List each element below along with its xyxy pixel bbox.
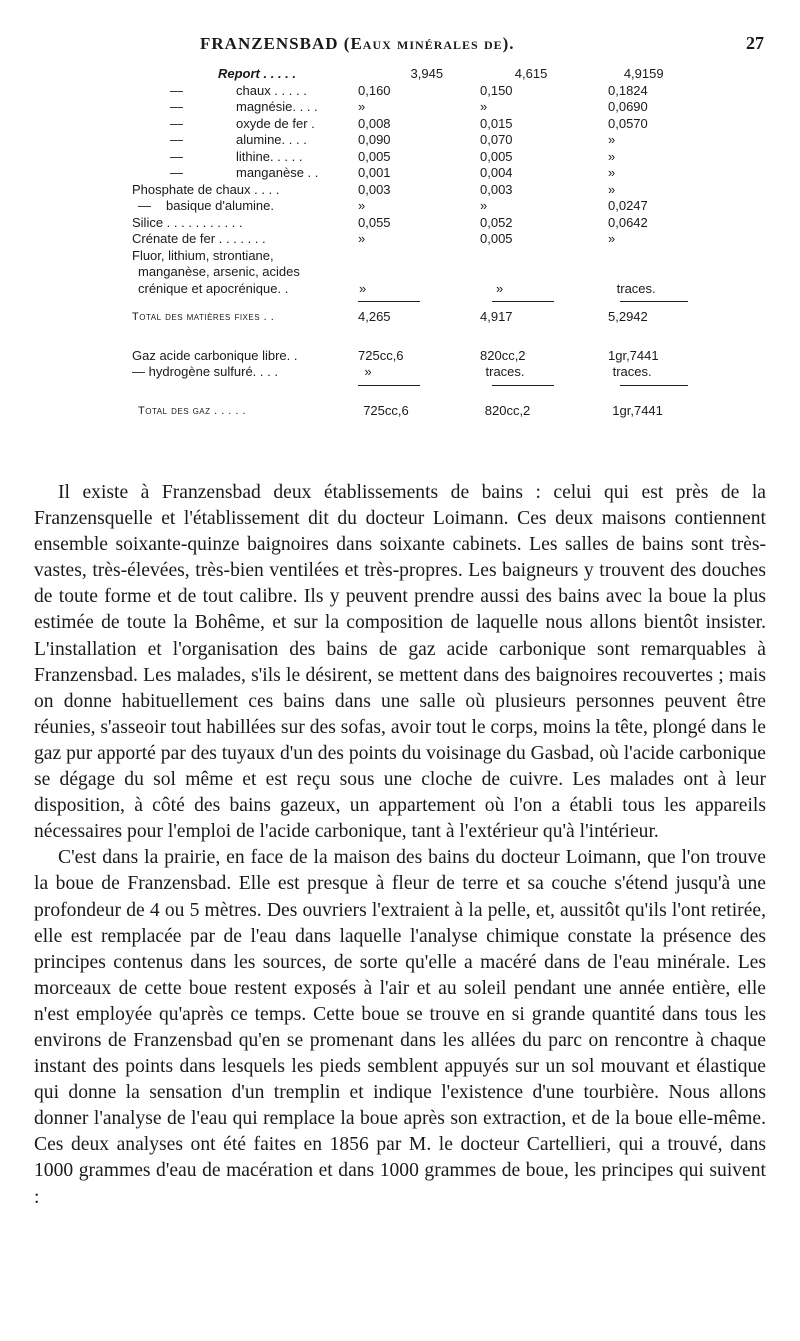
page-number: 27 — [746, 33, 764, 53]
value-col3: 0,0690 — [608, 99, 648, 114]
value-col3: 0,0642 — [608, 214, 648, 230]
ditto-dash: — — [170, 165, 183, 180]
row-label: basique d'alumine. — [166, 198, 274, 213]
value-col1: 0,160 — [358, 82, 391, 98]
value-col2: 4,615 — [514, 66, 548, 81]
row-label: Silice . . . . . . . . . . . — [132, 214, 243, 230]
paragraph: C'est dans la prairie, en face de la maison des bains du docteur Loimann, que l'on trouve la boue de Franzensbad. Elle est presque à fleur de terre et sa couche s'étend jusqu'à une profondeur de 4 ou 5 mètres. Des ouvriers l'extraient à la pelle, et, aussitôt qu'ils l'ont retirée, elle est remplacée par de l'eau dans laquelle l'analyse chimique constate la présence des principes contenus dans les sources, de sorte qu'elle a macéré dans de l'eau minérale. Les morceaux de cette boue restent exposés à l'air et au soleil pendant une année entière, elle n'est employée qu'après ce temps. Cette boue se trouve en si grande quantité dans tous les environs de Franzensbad qu'en se promenant dans les allées du parc on rencontre à chaque instant des points dans lesquels les pieds semblent appuyés sur un sol mouvant et élastique qui donne la sensation d'un tremplin et indique l'existence d'une tourbière. Nous allons donner l'analyse de l'eau qui remplace la boue après son extraction, et de la boue elle-même. Ces deux analyses ont été faites en 1856 par M. le docteur Cartellieri, qui a trouvé, dans 1000 grammes d'eau de macération et dans 1000 grammes de boue, les principes qui suivent : — [34, 847, 766, 1208]
table-row — [132, 132, 692, 149]
value-col1: 3,945 — [410, 66, 444, 81]
row-label: chaux . . . . . — [236, 82, 307, 98]
row-label: Fluor, lithium, strontiane, — [132, 247, 274, 263]
table-row-multiline — [132, 264, 692, 281]
value-col2: 0,003 — [480, 181, 513, 197]
ditto-dash: — — [170, 132, 183, 147]
table-rule — [132, 301, 692, 309]
value-col1: 0,003 — [358, 181, 391, 197]
table-row — [132, 215, 692, 232]
value-col1: 0,090 — [358, 132, 391, 147]
value-col2: 0,150 — [480, 82, 513, 98]
ditto-dash: — — [170, 115, 183, 131]
table-row-multiline — [132, 281, 692, 298]
row-label: magnésie. . . . — [236, 99, 318, 114]
table-total-row — [132, 403, 692, 420]
row-label: Total des gaz . . . . . — [138, 404, 247, 417]
value-col1: » — [358, 198, 366, 213]
value-col2: 820cc,2 — [484, 402, 531, 418]
table-row — [132, 198, 692, 215]
value-col1: » — [358, 99, 366, 114]
table-row — [132, 364, 692, 381]
table-row — [132, 348, 692, 365]
value-col1: » — [364, 364, 372, 379]
ditto-dash: — — [170, 82, 183, 98]
table-row — [132, 149, 692, 166]
ditto-dash: — — [170, 99, 183, 114]
paragraph: Il existe à Franzensbad deux établissements de bains : celui qui est près de la Franzensquelle et l'établissement dit du docteur Loimann. Ces deux maisons contiennent ensemble soixante-quinze baignoires dans soixante cabinets. Les salles de bains sont très-vastes, très-élevées, très-bien ventilées et très-propres. Les baigneurs y trouvent des douches de toute forme et de tout calibre. Ils y peuvent prendre aussi des bains avec la boue la plus estimée de toute la Bohême, et sur la composition de laquelle nous allons bientôt insister. L'installation et l'organisation des bains de gaz acide carbonique sont remarquables à Franzensbad. Les malades, s'ils le désirent, se mettent dans des baignoires recouvertes ; mais on donne habituellement ces bains dans une salle où plusieurs personnes peuvent être réunies, s'asseoir tout habillées sur des sofas, avoir tout le corps, moins la tête, plongé dans le gaz pur apporté par des tuyaux d'un des points du voisinage du Gasbad, où l'acide carbonique se dégage du sol même et est reçu sous une cloche de cuivre. Les malades ont à leur disposition, à côté des bains gazeux, un appartement où l'on a établi tous les appareils nécessaires pour l'emploi de l'acide carbonique, tant à l'extérieur qu'à l'intérieur. — [34, 482, 766, 843]
value-col1: » — [358, 280, 367, 296]
value-col3: 0,0247 — [608, 198, 648, 213]
table-total-row — [132, 309, 692, 326]
value-col1: 725cc,6 — [358, 347, 404, 363]
value-col2: » — [496, 280, 504, 296]
row-label: lithine. . . . . — [236, 148, 303, 164]
value-col2: 0,052 — [480, 214, 513, 230]
row-label: crénique et apocrénique. . — [138, 280, 289, 296]
value-col1: 0,001 — [358, 165, 391, 180]
value-col2: 0,005 — [480, 148, 513, 164]
value-col2: 0,070 — [480, 132, 513, 147]
row-label: Crénate de fer . . . . . . . — [132, 231, 266, 246]
value-col3: traces. — [612, 364, 652, 379]
value-col1: 0,008 — [358, 115, 391, 131]
table-row — [132, 231, 692, 248]
row-label: manganèse, arsenic, acides — [138, 264, 300, 279]
row-label: oxyde de fer . — [236, 115, 315, 131]
value-col3: 4,9159 — [623, 66, 664, 81]
table-row — [132, 99, 692, 116]
analysis-table — [132, 66, 692, 419]
value-col2: 0,005 — [480, 231, 513, 246]
value-col1: 4,265 — [358, 309, 391, 324]
row-label: Gaz acide carbonique libre. . — [132, 347, 298, 363]
table-row — [132, 165, 692, 182]
row-label: manganèse . . — [236, 165, 319, 180]
value-col3: 0,1824 — [608, 82, 648, 98]
body-text — [34, 480, 766, 1211]
row-label: Total des matières fixes . . — [132, 311, 275, 323]
value-col3: » — [608, 181, 616, 197]
value-col1: 725cc,6 — [363, 402, 409, 418]
running-head-title: FRANZENSBAD — [200, 34, 339, 53]
running-head-subtitle: (Eaux minérales de). — [343, 34, 515, 53]
table-rule — [132, 385, 692, 393]
value-col3: » — [608, 165, 616, 180]
value-col3: 0,0570 — [608, 115, 648, 131]
value-col2: » — [480, 198, 488, 213]
value-col2: » — [480, 99, 488, 114]
row-label: — hydrogène sulfuré. . . . — [132, 364, 278, 379]
table-row — [132, 182, 692, 199]
value-col1: 0,055 — [358, 214, 391, 230]
value-col2: traces. — [485, 364, 525, 379]
value-col2: 4,917 — [480, 309, 513, 324]
value-col3: » — [608, 231, 616, 246]
row-label: Report . . . . . — [218, 66, 297, 81]
row-label: Phosphate de chaux . . . . — [132, 181, 280, 197]
table-row — [132, 66, 692, 83]
ditto-dash: — — [170, 148, 183, 164]
value-col3: » — [608, 148, 616, 164]
value-col2: 0,004 — [480, 165, 513, 180]
table-row — [132, 116, 692, 133]
value-col3: 1gr,7441 — [612, 402, 663, 418]
table-row — [132, 83, 692, 100]
value-col1: 0,005 — [358, 148, 391, 164]
value-col2: 820cc,2 — [480, 347, 526, 363]
table-row-multiline — [132, 248, 692, 265]
value-col3: traces. — [616, 280, 656, 296]
row-label: alumine. . . . — [236, 132, 307, 147]
value-col3: 1gr,7441 — [608, 347, 659, 363]
ditto-dash: — — [138, 198, 151, 213]
running-head — [200, 34, 515, 54]
value-col3: » — [608, 132, 616, 147]
value-col2: 0,015 — [480, 115, 513, 131]
value-col3: 5,2942 — [608, 309, 648, 324]
value-col1: » — [358, 231, 366, 246]
